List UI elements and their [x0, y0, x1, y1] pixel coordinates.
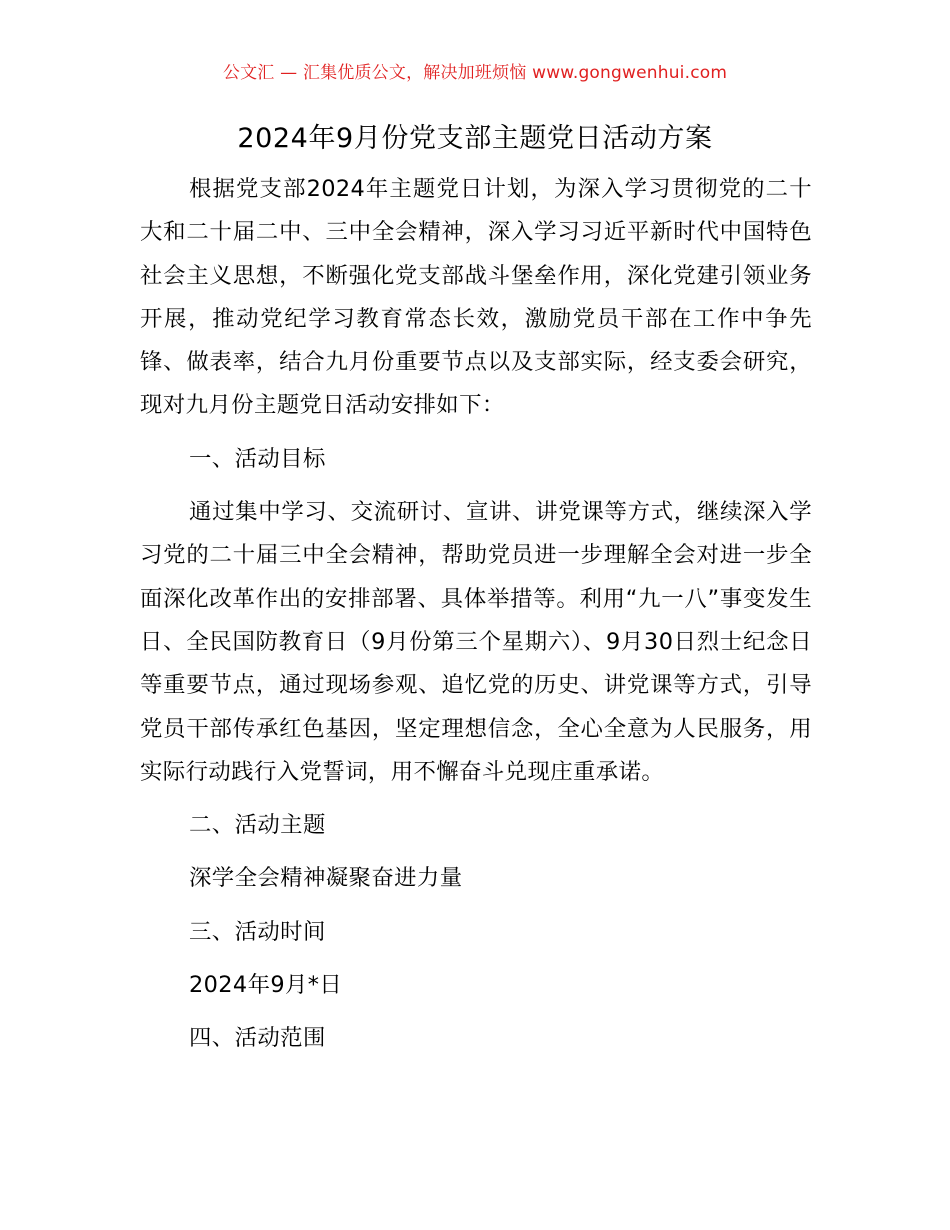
- document-title: 2024年9月份党支部主题党日活动方案: [237, 123, 713, 154]
- section-heading-theme: 二、活动主题: [189, 812, 326, 839]
- section-heading-goals: 一、活动目标: [189, 445, 326, 472]
- site-banner: 公文汇 — 汇集优质公文，解决加班烦恼 www.gongwenhui.com: [222, 63, 728, 83]
- section-body-goals: 通过集中学习、交流研讨、宣讲、讲党课等方式，继续深入学习党的二十届三中全会精神，帮助党员进一步理解全会对进一步全面深化改革作出的安排部署、具体举措等。利用“九一八”事变发生日、全民国防教育日（9月份第三个星期六）、9月30日烈士纪念日等重要节点，通过现场参观、追忆党的历史、讲党课等方式，引导党员干部传承红色基因，坚定理想信念，全心全意为人民服务，用实际行动践行入党誓词，用不懈奋斗兑现庄重承诺。: [140, 499, 812, 785]
- section-body-theme: 深学全会精神凝聚奋进力量: [189, 865, 463, 892]
- document-body: [140, 168, 812, 1071]
- section-heading-scope: 四、活动范围: [189, 1025, 326, 1052]
- section-heading-time: 三、活动时间: [189, 918, 326, 945]
- intro-paragraph: 根据党支部2024年主题党日计划，为深入学习贯彻党的二十大和二十届二中、三中全会精神，深入学习习近平新时代中国特色社会主义思想，不断强化党支部战斗堡垒作用，深化党建引领业务开展，推动党纪学习教育常态长效，激励党员干部在工作中争先锋、做表率，结合九月份重要节点以及支部实际，经支委会研究，现对九月份主题党日活动安排如下：: [140, 176, 812, 419]
- section-body-time: 2024年9月*日: [189, 972, 343, 999]
